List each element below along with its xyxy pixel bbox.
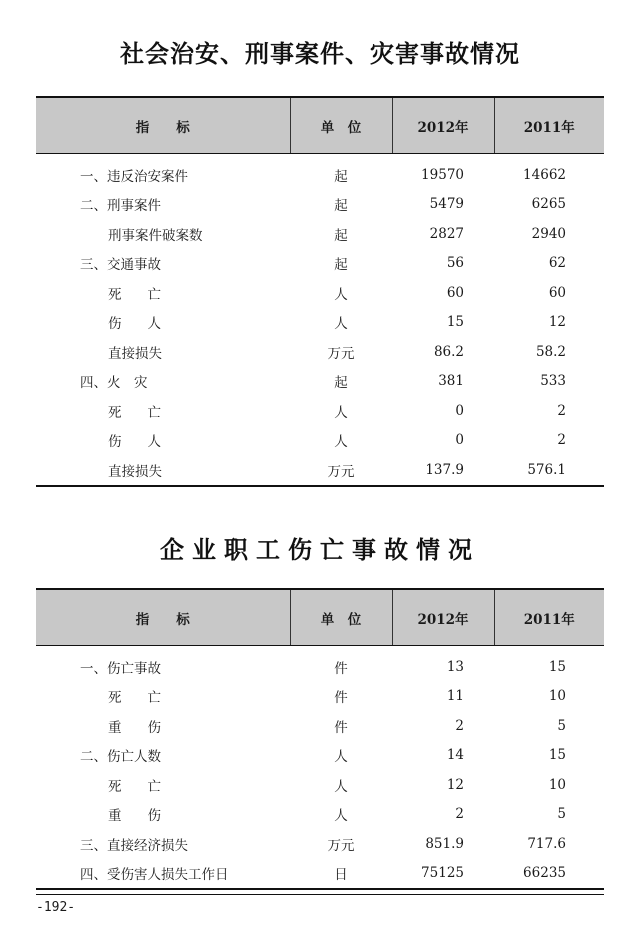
row-unit: 万元 [327, 463, 355, 480]
row-indicator: 伤人 [108, 316, 187, 333]
row-indicator: 直接损失 [108, 463, 162, 480]
row-value-2011: 533 [540, 373, 566, 390]
table-row [36, 741, 604, 771]
row-value-2012: 11 [446, 688, 464, 705]
row-value-2011: 10 [548, 776, 566, 793]
table-header-row [36, 97, 604, 154]
row-value-2011: 14662 [523, 166, 566, 183]
table-body [36, 646, 604, 890]
row-indicator: 死亡 [108, 690, 187, 707]
row-value-2012: 14 [446, 747, 464, 764]
table-row [36, 770, 604, 800]
row-value-2012: 381 [438, 373, 464, 390]
row-unit: 起 [334, 227, 348, 244]
row-unit: 日 [334, 867, 348, 884]
row-value-2011: 2940 [531, 225, 566, 242]
row-indicator: 四、受伤害人损失工作日 [80, 867, 229, 884]
table-row [36, 711, 604, 741]
table-header-row [36, 589, 604, 646]
row-value-2011: 6265 [531, 196, 566, 213]
row-indicator: 死亡 [108, 286, 187, 303]
row-indicator: 一、违反治安案件 [80, 168, 188, 185]
row-indicator: 重伤 [108, 719, 187, 736]
header-2012: 2012年 [392, 589, 494, 646]
row-value-2012: 19570 [421, 166, 464, 183]
row-value-2012: 0 [455, 402, 464, 419]
table-row [36, 800, 604, 830]
table-row [36, 455, 604, 486]
row-indicator: 伤人 [108, 434, 187, 451]
table-row [36, 219, 604, 249]
row-value-2012: 13 [446, 658, 464, 675]
header-2012: 2012年 [392, 97, 494, 154]
row-value-2011: 10 [548, 688, 566, 705]
row-unit: 人 [334, 316, 348, 333]
header-2011: 2011年 [494, 589, 604, 646]
row-unit: 起 [334, 375, 348, 392]
row-indicator: 三、直接经济损失 [80, 837, 188, 854]
row-unit: 件 [334, 660, 348, 677]
row-unit: 件 [334, 690, 348, 707]
row-value-2011: 5 [557, 806, 566, 823]
row-unit: 人 [334, 778, 348, 795]
row-value-2012: 2827 [429, 225, 464, 242]
table-row [36, 367, 604, 397]
row-unit: 人 [334, 286, 348, 303]
row-indicator: 三、交通事故 [80, 257, 161, 274]
row-unit: 起 [334, 198, 348, 215]
table-row [36, 337, 604, 367]
public-security-table [36, 96, 604, 487]
row-unit: 起 [334, 257, 348, 274]
row-indicator: 重伤 [108, 808, 187, 825]
row-unit: 人 [334, 434, 348, 451]
row-value-2011: 15 [548, 747, 566, 764]
row-value-2012: 5479 [429, 196, 464, 213]
row-indicator: 二、伤亡人数 [80, 749, 161, 766]
header-indicator: 指 标 [36, 97, 290, 154]
row-unit: 万元 [327, 837, 355, 854]
row-value-2011: 2 [557, 402, 566, 419]
table-row [36, 308, 604, 338]
header-2011: 2011年 [494, 97, 604, 154]
row-value-2012: 2 [455, 717, 464, 734]
header-unit: 单 位 [290, 97, 392, 154]
row-unit: 件 [334, 719, 348, 736]
row-value-2011: 12 [548, 314, 566, 331]
row-indicator: 二、刑事案件 [80, 198, 161, 215]
row-value-2011: 66235 [523, 865, 566, 882]
row-value-2011: 2 [557, 432, 566, 449]
table-row [36, 278, 604, 308]
row-indicator: 死亡 [108, 778, 187, 795]
row-value-2011: 60 [548, 284, 566, 301]
table-row [36, 859, 604, 890]
table-body [36, 154, 604, 486]
row-value-2012: 12 [446, 776, 464, 793]
row-value-2012: 60 [446, 284, 464, 301]
page-title-workplace-accidents: 企业职工伤亡事故情况 [160, 535, 480, 564]
header-indicator: 指 标 [36, 589, 290, 646]
row-value-2012: 851.9 [425, 835, 464, 852]
table-row [36, 249, 604, 279]
row-indicator: 四、火 灾 [80, 375, 148, 392]
row-indicator: 直接损失 [108, 345, 162, 362]
header-unit: 单 位 [290, 589, 392, 646]
row-value-2011: 576.1 [527, 461, 566, 478]
row-value-2012: 75125 [421, 865, 464, 882]
row-value-2011: 717.6 [527, 835, 566, 852]
row-indicator: 刑事案件破案数 [108, 227, 203, 244]
table-row [36, 190, 604, 220]
row-value-2012: 86.2 [433, 343, 464, 360]
row-value-2011: 58.2 [535, 343, 566, 360]
row-unit: 万元 [327, 345, 355, 362]
row-value-2011: 62 [548, 255, 566, 272]
row-value-2012: 0 [455, 432, 464, 449]
table-row [36, 154, 604, 190]
table-row [36, 426, 604, 456]
page-title-public-security: 社会治安、刑事案件、灾害事故情况 [120, 39, 520, 68]
row-indicator: 死亡 [108, 404, 187, 421]
row-value-2012: 56 [446, 255, 464, 272]
row-value-2012: 15 [446, 314, 464, 331]
row-value-2012: 2 [455, 806, 464, 823]
row-indicator: 一、伤亡事故 [80, 660, 161, 677]
row-value-2011: 5 [557, 717, 566, 734]
table-row [36, 396, 604, 426]
row-value-2011: 15 [548, 658, 566, 675]
page-number: -192- [36, 900, 76, 915]
workplace-accident-table [36, 588, 604, 890]
table-row [36, 682, 604, 712]
row-unit: 人 [334, 808, 348, 825]
row-value-2012: 137.9 [425, 461, 464, 478]
row-unit: 起 [334, 168, 348, 185]
row-unit: 人 [334, 404, 348, 421]
table-row [36, 646, 604, 682]
row-unit: 人 [334, 749, 348, 766]
footer-divider [36, 894, 604, 895]
table-row [36, 829, 604, 859]
